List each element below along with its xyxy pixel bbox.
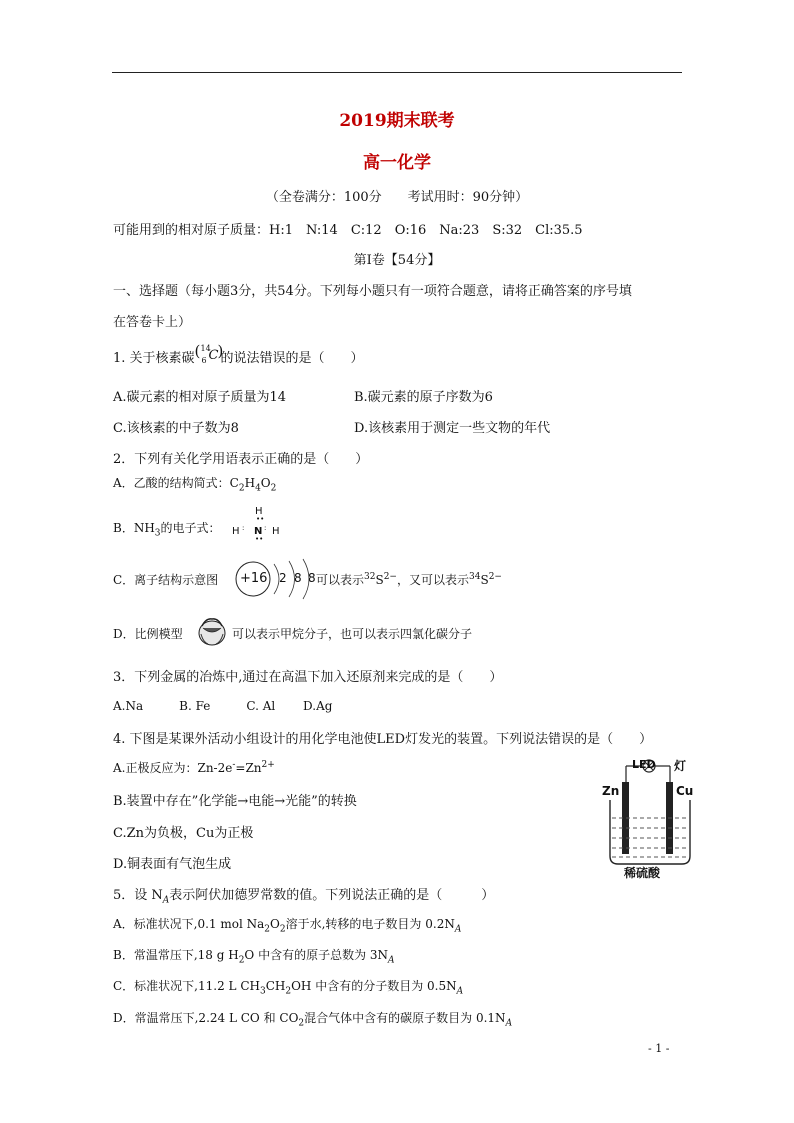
q2-option-b: B．$NH_3$的电子式： — [113, 521, 221, 539]
q3-stem: 3．下列金属的冶炼中,通过在高温下加入还原剂来完成的是（ ） — [113, 670, 503, 685]
instructions-line1: 一、选择题（每小题3分，共54分。下列每小题只有一项符合题意，请将正确答案的序号填 — [113, 284, 632, 299]
q2-option-c-tail: 可以表示$^{32}S^{2-}$，又可以表示$^{34}S^{2-}$ — [316, 572, 502, 587]
exam-title: 2019期末联考 — [339, 111, 455, 131]
q3-options: A.Na B. Fe C. Al D.Ag — [113, 699, 333, 713]
galvanic-cell-diagram: LED 灯 Zn Cu 稀硫酸 — [602, 758, 694, 880]
q5-stem: 5．设 $N_A$表示阿伏加德罗常数的值。下列说法正确的是（ ） — [113, 888, 495, 906]
q5-option-d: D．常温常压下,2.24 L CO 和 $CO_2$混合气体中含有的碳原子数目为 $0.1N_A$ — [113, 1011, 513, 1029]
q1-option-a: A.碳元素的相对原子质量为14 — [113, 390, 287, 405]
q4-option-c: C.Zn为负极，Cu为正极 — [113, 826, 254, 841]
instructions-line2: 在答卷卡上） — [113, 315, 192, 330]
header-rule — [112, 72, 682, 73]
space-filling-model-icon — [194, 614, 230, 648]
q4-option-a: A.正极反应为：$Zn-2e^-=Zn^{2+}$ — [113, 760, 275, 775]
q2-option-c: C．离子结构示意图 — [113, 573, 219, 587]
nh3-electron-formula: H •• H : N : H •• — [232, 506, 280, 543]
q2-option-a: A．乙酸的结构简式：$C_2H_4O_2$ — [113, 476, 277, 494]
subject-title: 高一化学 — [363, 153, 431, 173]
q1-option-d: D.该核素用于测定一些文物的年代 — [354, 421, 551, 436]
q1-option-c: C.该核素的中子数为8 — [113, 421, 239, 436]
q5-option-b: B．常温常压下,18 g $H_2O$ 中含有的原子总数为 $3N_A$ — [113, 948, 395, 966]
q1-stem: 1. 关于核素碳 ( 14 6 C ) 的说法错误的是（ ） — [113, 342, 364, 366]
score-time: （全卷满分：100分 考试用时：90分钟） — [265, 190, 529, 205]
q2-stem: 2．下列有关化学用语表示正确的是（ ） — [113, 452, 369, 467]
q2-option-d-tail: 可以表示甲烷分子，也可以表示四氯化碳分子 — [232, 627, 473, 641]
q5-option-a: A．标准状况下,0.1 mol $Na_2O_2$溶于水,转移的电子数目为 $0.2N_A$ — [113, 917, 462, 935]
q1-option-b: B.碳元素的原子序数为6 — [354, 390, 493, 405]
q4-stem: 4. 下图是某课外活动小组设计的用化学电池使LED灯发光的装置。下列说法错误的是（ ） — [113, 732, 653, 747]
q2-option-d: D．比例模型 — [113, 627, 183, 641]
page-number: - 1 - — [648, 1042, 670, 1055]
q5-option-c: C．标准状况下,11.2 L $CH_3CH_2OH$ 中含有的分子数目为 $0.5N_A$ — [113, 979, 464, 997]
atomic-masses: 可能用到的相对原子质量：H:1 N:14 C:12 O:16 Na:23 S:32 Cl:35.5 — [113, 223, 583, 238]
q4-option-d: D.铜表面有气泡生成 — [113, 857, 232, 872]
q4-option-b: B.装置中存在”化学能→电能→光能”的转换 — [113, 794, 357, 809]
ion-structure-diagram: +16 2 8 8 — [234, 558, 324, 600]
section-heading: 第Ⅰ卷【54分】 — [353, 253, 441, 268]
nuclide-carbon-14: ( 14 6 C ) — [194, 342, 224, 365]
